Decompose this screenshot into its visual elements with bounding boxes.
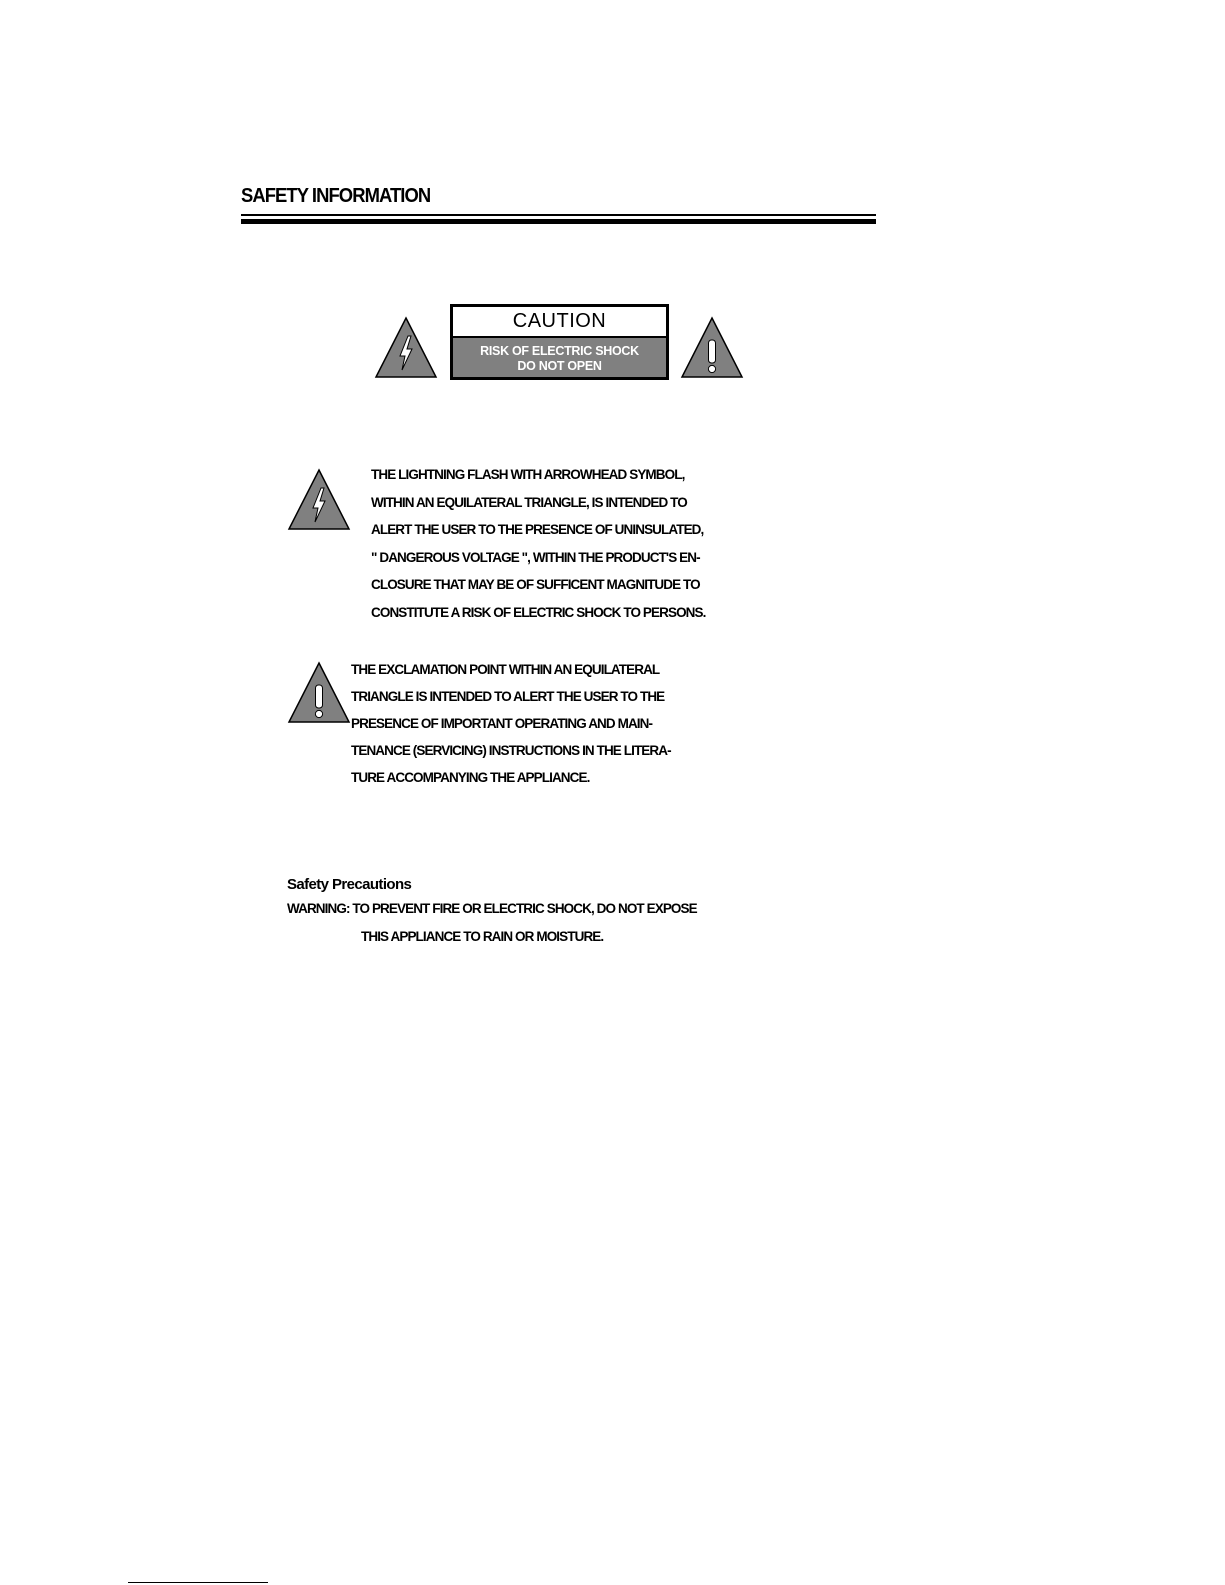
caution-label xyxy=(450,304,669,380)
lightning-symbol-description xyxy=(371,461,705,626)
footnote-rule xyxy=(128,1582,268,1583)
description-line: TENANCE (SERVICING) INSTRUCTIONS IN THE LITERA- xyxy=(351,743,671,758)
lightning-warning-icon xyxy=(374,316,438,379)
description-line: THE EXCLAMATION POINT WITHIN AN EQUILATERAL xyxy=(351,662,660,677)
caution-heading: CAUTION xyxy=(453,307,666,338)
description-line: CONSTITUTE A RISK OF ELECTRIC SHOCK TO PERSONS. xyxy=(371,604,706,620)
caution-line-risk: RISK OF ELECTRIC SHOCK xyxy=(480,344,639,358)
page-title: SAFETY INFORMATION xyxy=(241,185,431,207)
description-line: " DANGEROUS VOLTAGE ", WITHIN THE PRODUCT'S EN- xyxy=(371,549,700,565)
caution-line-do-not-open: DO NOT OPEN xyxy=(517,359,602,373)
warning-text-line-2: THIS APPLIANCE TO RAIN OR MOISTURE. xyxy=(361,929,604,944)
lightning-symbol-icon xyxy=(287,468,351,531)
description-line: ALERT THE USER TO THE PRESENCE OF UNINSULATED, xyxy=(371,522,704,537)
description-line: THE LIGHTNING FLASH WITH ARROWHEAD SYMBOL, xyxy=(371,467,685,482)
safety-precautions-heading: Safety Precautions xyxy=(287,876,412,893)
exclamation-warning-icon xyxy=(680,316,744,379)
exclamation-symbol-description xyxy=(351,656,671,791)
description-line: TRIANGLE IS INTENDED TO ALERT THE USER TO THE xyxy=(351,689,665,704)
description-line: TURE ACCOMPANYING THE APPLIANCE. xyxy=(351,770,590,785)
title-rule-thin xyxy=(241,214,876,216)
description-line: WITHIN AN EQUILATERAL TRIANGLE, IS INTENDED TO xyxy=(371,494,687,510)
title-rule-thick xyxy=(241,219,876,224)
warning-text-line-1: WARNING: TO PREVENT FIRE OR ELECTRIC SHOCK, DO NOT EXPOSE xyxy=(287,901,697,916)
description-line: CLOSURE THAT MAY BE OF SUFFICENT MAGNITUDE TO xyxy=(371,577,700,592)
exclamation-symbol-icon xyxy=(287,661,351,724)
description-line: PRESENCE OF IMPORTANT OPERATING AND MAIN- xyxy=(351,716,653,731)
